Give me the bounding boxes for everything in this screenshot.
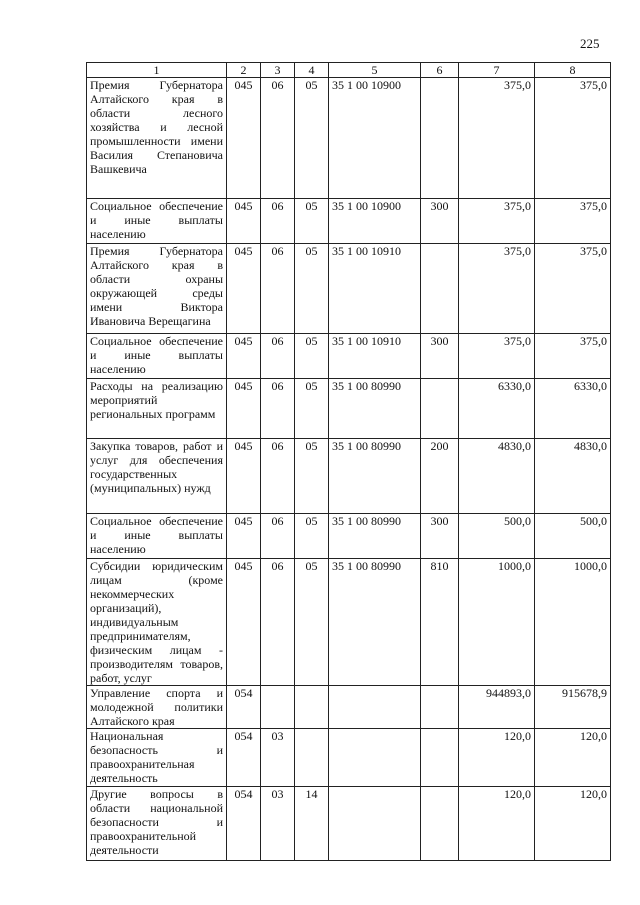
row-amount-2: 375,0 [535, 334, 611, 379]
row-amount-2: 1000,0 [535, 559, 611, 686]
column-header-2: 2 [227, 63, 261, 78]
row-name: Национальная безопасность и правоохранительная деятельность [87, 729, 227, 787]
table-row [87, 244, 611, 334]
row-subsection: 05 [295, 244, 329, 334]
row-expense-type: 300 [421, 199, 459, 244]
row-subsection: 05 [295, 559, 329, 686]
row-subsection: 05 [295, 379, 329, 439]
row-admin-code: 045 [227, 439, 261, 514]
row-amount-1: 4830,0 [459, 439, 535, 514]
column-header-7: 7 [459, 63, 535, 78]
column-header-1: 1 [87, 63, 227, 78]
row-amount-1: 375,0 [459, 244, 535, 334]
row-expense-type: 810 [421, 559, 459, 686]
row-section: 06 [261, 244, 295, 334]
row-subsection: 14 [295, 787, 329, 861]
row-amount-2: 6330,0 [535, 379, 611, 439]
row-section: 03 [261, 729, 295, 787]
table-row [87, 514, 611, 559]
row-name: Социальное обеспечение и иные выплаты населению [87, 514, 227, 559]
row-amount-2: 375,0 [535, 244, 611, 334]
row-name: Социальное обеспечение и иные выплаты населению [87, 199, 227, 244]
row-expense-type: 300 [421, 514, 459, 559]
row-amount-1: 375,0 [459, 199, 535, 244]
row-target-code [329, 787, 421, 861]
row-name: Расходы на реализацию мероприятий региональных программ [87, 379, 227, 439]
row-section: 06 [261, 334, 295, 379]
row-name: Закупка товаров, работ и услуг для обеспечения государственных (муниципальных) нужд [87, 439, 227, 514]
row-section: 06 [261, 559, 295, 686]
row-admin-code: 054 [227, 729, 261, 787]
row-target-code: 35 1 00 10910 [329, 334, 421, 379]
row-subsection [295, 686, 329, 729]
table-row [87, 559, 611, 686]
row-name: Другие вопросы в области национальной безопасности и правоохранительной деятельности [87, 787, 227, 861]
row-section: 06 [261, 514, 295, 559]
row-expense-type [421, 244, 459, 334]
row-expense-type [421, 686, 459, 729]
column-header-3: 3 [261, 63, 295, 78]
row-subsection: 05 [295, 78, 329, 199]
row-subsection: 05 [295, 439, 329, 514]
row-amount-2: 120,0 [535, 787, 611, 861]
row-section: 03 [261, 787, 295, 861]
row-name: Премия Губернатора Алтайского края в области лесного хозяйства и лесной промышленности имени Василия Степановича Вашкевича [87, 78, 227, 199]
row-target-code: 35 1 00 10900 [329, 78, 421, 199]
table-row [87, 686, 611, 729]
row-name: Субсидии юридическим лицам (кроме некоммерческих организаций), индивидуальным предпринимателям, физическим лицам - производителям товаров, работ, услуг [87, 559, 227, 686]
row-admin-code: 054 [227, 686, 261, 729]
row-amount-2: 375,0 [535, 199, 611, 244]
row-name: Премия Губернатора Алтайского края в области охраны окружающей среды имени Виктора Ивановича Верещагина [87, 244, 227, 334]
budget-table [86, 62, 611, 861]
row-target-code [329, 729, 421, 787]
page-number: 225 [580, 36, 600, 51]
table-row [87, 78, 611, 199]
row-name: Социальное обеспечение и иные выплаты населению [87, 334, 227, 379]
row-admin-code: 045 [227, 379, 261, 439]
row-section [261, 686, 295, 729]
row-amount-1: 500,0 [459, 514, 535, 559]
row-target-code: 35 1 00 80990 [329, 379, 421, 439]
row-amount-1: 6330,0 [459, 379, 535, 439]
table-row [87, 334, 611, 379]
row-target-code: 35 1 00 10910 [329, 244, 421, 334]
row-expense-type [421, 78, 459, 199]
row-name: Управление спорта и молодежной политики Алтайского края [87, 686, 227, 729]
row-section: 06 [261, 78, 295, 199]
column-header-4: 4 [295, 63, 329, 78]
row-amount-1: 120,0 [459, 729, 535, 787]
row-target-code: 35 1 00 80990 [329, 439, 421, 514]
row-amount-2: 375,0 [535, 78, 611, 199]
table-row [87, 199, 611, 244]
row-expense-type: 200 [421, 439, 459, 514]
row-amount-2: 915678,9 [535, 686, 611, 729]
column-header-8: 8 [535, 63, 611, 78]
row-expense-type [421, 379, 459, 439]
header-row [87, 63, 611, 78]
table-row [87, 787, 611, 861]
row-expense-type: 300 [421, 334, 459, 379]
row-target-code: 35 1 00 80990 [329, 514, 421, 559]
row-amount-1: 375,0 [459, 78, 535, 199]
row-admin-code: 054 [227, 787, 261, 861]
row-expense-type [421, 729, 459, 787]
row-expense-type [421, 787, 459, 861]
row-amount-2: 4830,0 [535, 439, 611, 514]
table-row [87, 729, 611, 787]
row-admin-code: 045 [227, 514, 261, 559]
row-target-code [329, 686, 421, 729]
row-section: 06 [261, 199, 295, 244]
row-subsection: 05 [295, 334, 329, 379]
column-header-5: 5 [329, 63, 421, 78]
table-row [87, 379, 611, 439]
column-header-6: 6 [421, 63, 459, 78]
row-amount-2: 500,0 [535, 514, 611, 559]
row-amount-1: 944893,0 [459, 686, 535, 729]
row-target-code: 35 1 00 10900 [329, 199, 421, 244]
row-admin-code: 045 [227, 244, 261, 334]
row-amount-1: 120,0 [459, 787, 535, 861]
row-subsection: 05 [295, 514, 329, 559]
row-admin-code: 045 [227, 334, 261, 379]
row-admin-code: 045 [227, 559, 261, 686]
row-amount-1: 1000,0 [459, 559, 535, 686]
row-subsection: 05 [295, 199, 329, 244]
row-admin-code: 045 [227, 199, 261, 244]
row-amount-2: 120,0 [535, 729, 611, 787]
row-section: 06 [261, 439, 295, 514]
row-subsection [295, 729, 329, 787]
row-amount-1: 375,0 [459, 334, 535, 379]
row-admin-code: 045 [227, 78, 261, 199]
row-target-code: 35 1 00 80990 [329, 559, 421, 686]
table-row [87, 439, 611, 514]
row-section: 06 [261, 379, 295, 439]
table-body [87, 78, 611, 861]
